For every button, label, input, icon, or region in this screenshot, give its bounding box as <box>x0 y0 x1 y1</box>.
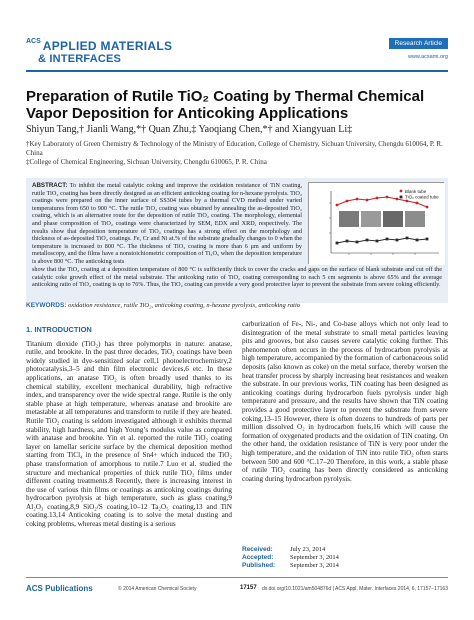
legend-blank-tube: Blank tube <box>405 189 427 194</box>
article-type-badge: Research Article <box>389 38 448 49</box>
intro-paragraph-right: carburization of Fe-, Ni-, and Co-base alloys which not only lead to disintegration of the metal substrate to small metal particles leaving pits and grooves, but also causes severe catalytic coking further. This phenomenon often occurs in the process of hydrocarbon pyrolysis at high temperature, accompanied by the formation of carbonaceous solid deposits (also known as coke) on the metal surface, thereby worsen the heat transfer process by sharply increasing heat resistances and weaken the substrate. In our previous works, TiN coating has been designed as anticoking coatings during hydrocarbon fuels pyrolysis under high temperature and pressure, and the results have shown that TiN coating provides a good protective layer to prevent the substrate from severe coking.13–15 However, there is often dozens to hundreds of parts per million dissolved O₂ in hydrocarbon fuels,16 which will cause the formation of oxygenated products and the oxidation of TiN coating. On the other hand, the oxidation resistance of TiN is very poor under the high temperature, and the oxidation of TiN into rutile TiO₂ often starts between 500 and 600 °C.17–20 Therefore, in this work, a stable phase of rutile TiO₂ coating has been directly considered as anticoking coating during hydrocarbon pyrolysis. <box>242 320 448 483</box>
abstract-text <box>32 182 302 266</box>
keywords-text: oxidation resistance, rutile TiO₂, anticoking coating, n-hexane pyrolysis, anticoking ratio <box>68 302 301 309</box>
toc-graphic <box>308 182 444 264</box>
header-rule <box>26 70 448 72</box>
article-title: Preparation of Rutile TiO₂ Coating by Thermal Chemical Vapor Deposition for Anticoking Applications <box>26 88 425 122</box>
abstract-label: ABSTRACT: <box>32 182 68 189</box>
body-column-right <box>242 320 448 483</box>
body-column-left <box>26 320 232 529</box>
journal-header <box>26 38 448 68</box>
doi-link[interactable]: dx.doi.org/10.1021/am504876d | ACS Appl. Mater. Interfaces 2014, 6, 17157−17163 <box>261 586 448 592</box>
date-accepted: Accepted: September 3, 2014 <box>242 554 339 561</box>
acs-logo-text: ACS <box>26 38 41 45</box>
journal-name-line2: & INTERFACES <box>38 53 122 65</box>
toc-chart-svg <box>309 183 445 265</box>
journal-website-link[interactable]: www.acsami.org <box>407 54 448 60</box>
section-heading-introduction: 1. INTRODUCTION <box>26 325 92 334</box>
legend-coated-tube: TiO₂ coated tube <box>405 194 439 200</box>
page-footer <box>26 577 448 597</box>
keywords-label: KEYWORDS: <box>26 302 67 309</box>
date-received: Received: July 23, 2014 <box>242 546 326 553</box>
acs-publications-logo: ACS Publications <box>26 584 93 593</box>
keywords <box>26 302 448 309</box>
intro-paragraph-left: Titanium dioxide (TiO₂) has three polymorphs in nature: anatase, rutile, and brookite. In the past three decades, TiO₂ coatings have been widely studied in dye-sensitized solar cell,1 photoelectrochemistry,2 photocatalysis,3–5 and thin film electronic devices,6 etc. In these applications, an anatase TiO₂ is often broadly used thanks to its chemical stability, excellent mechanical durability, high refractive index, and transparency over the wide spectral range. Rutile is the only stable phase at high temperature, whereas anatase and brookite are metastable at all temperatures and transform to rutile if they are heated. Rutile TiO₂ coating is seldom investigated although it exhibits thermal stability, high hardness, and high Young’s modulus value as compared with anatase and brookite. Yin et al. reported the rutile TiO₂ coating layer on lamellar sericite surface by the chemical deposition method starting from TiCl₄ in the presence of Sn4+ which induced the TiO₂ phase transformation of amorphous to rutile.7 Luo et al. studied the structure and mechanical properties of thick rutile TiO₂ films under different coating treatments.8 Recently, there is increasing interest in the use of various thin films or coatings as anticoking coatings during hydrocarbon pyrolysis at high temperature, such as glass coating,9 Al₂O₃ coating,8,9 SiO₂/S coating,10–12 Ta₂O₅ coating,13 and TiN coating.13,14 Anticoking coating is to solve the metal dusting and coking problems, whereas metal dusting is a serious <box>26 339 232 529</box>
author-list: Shiyun Tang,† Jianli Wang,*† Quan Zhu,‡ Yaoqiang Chen,*† and Xiangyuan Li‡ <box>26 124 353 135</box>
page-number: 17157 <box>240 585 257 591</box>
date-published: Published: September 3, 2014 <box>242 562 339 569</box>
copyright-notice: © 2014 American Chemical Society <box>118 586 197 592</box>
affiliation-2: ‡College of Chemical Engineering, Sichuan University, Chengdu 610065, P. R. China <box>26 158 267 166</box>
article-dates <box>242 546 448 570</box>
affiliation-1: †Key Laboratory of Green Chemistry & Technology of the Ministry of Education, College of Chemistry, Sichuan University, Chengdu 610064, P. R. China <box>26 140 443 157</box>
abstract-box <box>26 178 448 303</box>
abstract-body-part1: To inhibit the metal catalytic coking and improve the oxidation resistance of TiN coating, rutile TiO₂ coating has been directly designed as an efficient anticoking coating for n-hexane pyrolysis. TiO₂ coatings were prepared on the inner surface of SS304 tubes by a thermal CVD method under varied temperatures from 650 to 900 °C. The rutile TiO₂ coating was obtained by annealing the as-deposited TiO₂ coating, which is an alternative route for the deposition of rutile TiO₂ coating. The morphology, elemental and phase composition of TiO₂ coatings were characterized by SEM, EDX and XRD, respectively. The results show that deposition temperature of TiO₂ coatings has a strong effect on the morphology and thickness of as-deposited TiO₂ coatings. Fe, Cr and Ni at.% of the substrate gradually changes to 0 when the temperature is increased to 800 °C. The thickness of TiO₂ coating is more than 6 μm and uniform by metalloscopy, and the films have a nonstoichiometric composition of Ti₃O₅ when the deposition temperature is above 800 °C. The anticoking tests <box>32 182 302 265</box>
abstract-body-part2: show that the TiO₂ coating at a deposition temperature of 800 °C is sufficiently thick to cover the cracks and gaps on the surface of blank substrate and cut off the catalytic coke growth effect of the metal substrate. The anticoking ratio of TiO₂ coating corresponding to each 5 cm segments is above 65% and the average anticoking ratio of TiO₂ coating is up to 76%. Thus, the TiO₂ coating can provide a very good protective layer to prevent the substrate from severe coking efficiently. <box>32 266 442 289</box>
journal-name-line1: APPLIED MATERIALS <box>42 39 173 53</box>
journal-logo <box>26 38 172 65</box>
